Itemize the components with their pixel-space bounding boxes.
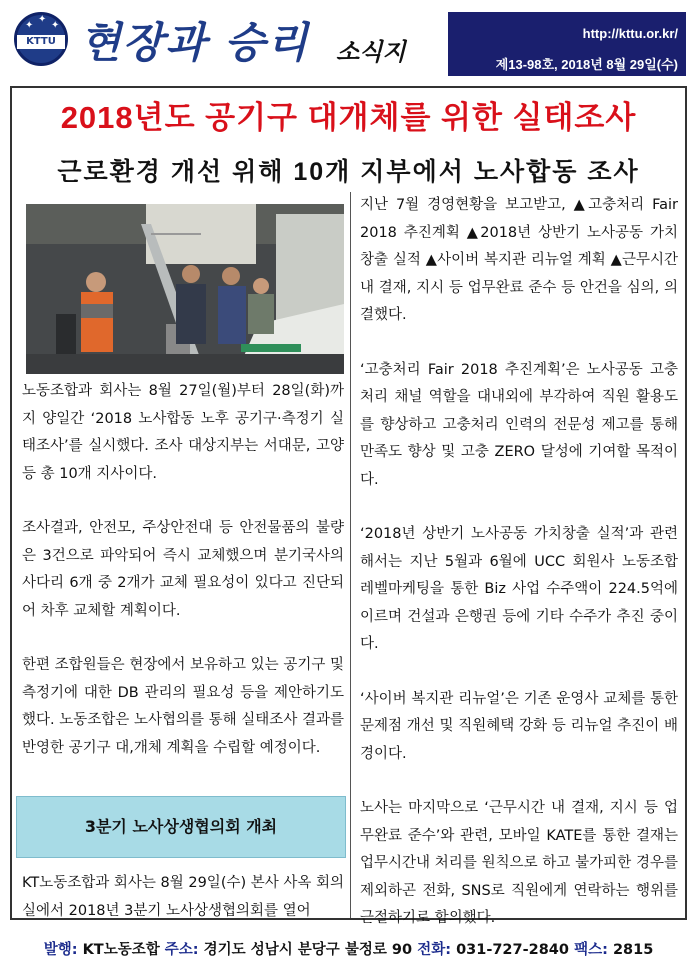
right-column bbox=[360, 192, 678, 960]
fax-value: 2815 bbox=[612, 942, 654, 958]
article-paragraph: KT노동조합과 회사는 8월 29일(수) 본사 사옥 회의실에서 2018년 3분기 노사상생협의회를 열어 bbox=[22, 875, 345, 919]
inspection-photo bbox=[26, 204, 344, 374]
newsletter-subtitle: 소식지 bbox=[336, 37, 406, 66]
footer bbox=[0, 938, 697, 959]
article-paragraph: ‘2018년 상반기 노사공동 가치창출 실적’과 관련해서는 지난 5월과 6월에 UCC 회원사 노동조합 레벨마케팅을 통한 Biz 사업 수주액이 224.5억에 이르며 건설과 은행권 등에 기타 수주가 추진 중이다. bbox=[360, 526, 678, 652]
inspection-photo-illustration bbox=[26, 204, 344, 374]
fax-label: 팩스: bbox=[574, 942, 608, 958]
column-divider bbox=[350, 192, 351, 918]
article-paragraph: 한편 조합원들은 현장에서 보유하고 있는 공기구 및 측정기에 대한 DB 관리의 필요성 등을 제안하기도 했다. 노동조합은 노사협의를 통해 실태조사 결과를 반영한 공기구 대,개체 계획을 수립할 예정이다. bbox=[22, 657, 344, 756]
article-paragraph: 노사는 마지막으로 ‘근무시간 내 결재, 지시 등 업무완료 준수’와 관련, 모바일 KATE를 통한 결재는 업무시간내 처리를 원칙으로 하고 불가피한 경우를 제외하곤 전화, SNS로 직원에게 연락하는 행위를 근절하기로 합의했다. bbox=[360, 800, 678, 926]
address-label: 주소: bbox=[164, 942, 199, 958]
article-paragraph: 노동조합과 회사는 8월 27일(월)부터 28일(화)까지 양일간 ‘2018 노사합동 노후 공기구·측정기 실태조사’를 실시했다. 조사 대상지부는 서대문, 고양 등 총 10개 지사이다. bbox=[22, 383, 344, 482]
publisher-label: 발행: bbox=[43, 942, 78, 958]
article-paragraph: 조사결과, 안전모, 주상안전대 등 안전물품의 불량은 3건으로 파악되어 즉시 교체했으며 분기국사의 사다리 6개 중 2개가 교체 필요성이 있다고 진단되어 차후 교체할 계획이다. bbox=[22, 520, 344, 619]
kttu-logo: ✦ ✦ ✦ KTTU bbox=[14, 12, 68, 66]
publisher-value: KT노동조합 bbox=[82, 942, 160, 958]
phone-value: 031-727-2840 bbox=[456, 942, 569, 958]
newsletter-title: 현장과 승리 bbox=[80, 18, 310, 67]
phone-label: 전화: bbox=[417, 942, 451, 958]
address-value: 경기도 성남시 분당구 불정로 90 bbox=[203, 942, 413, 958]
logo-text: KTTU bbox=[26, 36, 56, 47]
masthead bbox=[10, 6, 686, 76]
issue-number: 제13-98호, 2018년 8월 29일(수) bbox=[495, 57, 678, 72]
left-column bbox=[22, 378, 344, 789]
article-paragraph: ‘사이버 복지관 리뉴얼’은 기존 운영사 교체를 통한 문제점 개선 및 직원혜택 강화 등 리뉴얼 추진이 배경이다. bbox=[360, 690, 678, 762]
issue-box bbox=[448, 12, 686, 76]
headline: 2018년도 공기구 대개체를 위한 실태조사 bbox=[60, 100, 637, 135]
section-title-box: 3분기 노사상생협의회 개최 bbox=[16, 796, 346, 858]
article-paragraph: ‘고충처리 Fair 2018 추진계획’은 노사공동 고충처리 채널 역할을 대내외에 부각하여 직원 활용도를 향상하고 고충처리 인력의 전문성 제고를 통해 만족도 향상 및 고충 ZERO 달성에 기여할 목적이다. bbox=[360, 361, 678, 488]
subheadline: 근로환경 개선 위해 10개 지부에서 노사합동 조사 bbox=[57, 158, 640, 186]
article-paragraph: 지난 7월 경영현황을 보고받고, ▲고충처리 Fair 2018 추진계획 ▲2018년 상반기 노사공동 가치창출 실적 ▲사이버 복지관 리뉴얼 계획 ▲근무시간 내 결재, 지시 등 업무완료 준수 등 안건을 심의, 의결했다. bbox=[360, 197, 678, 323]
website-link[interactable]: http://kttu.or.kr/ bbox=[582, 26, 678, 41]
